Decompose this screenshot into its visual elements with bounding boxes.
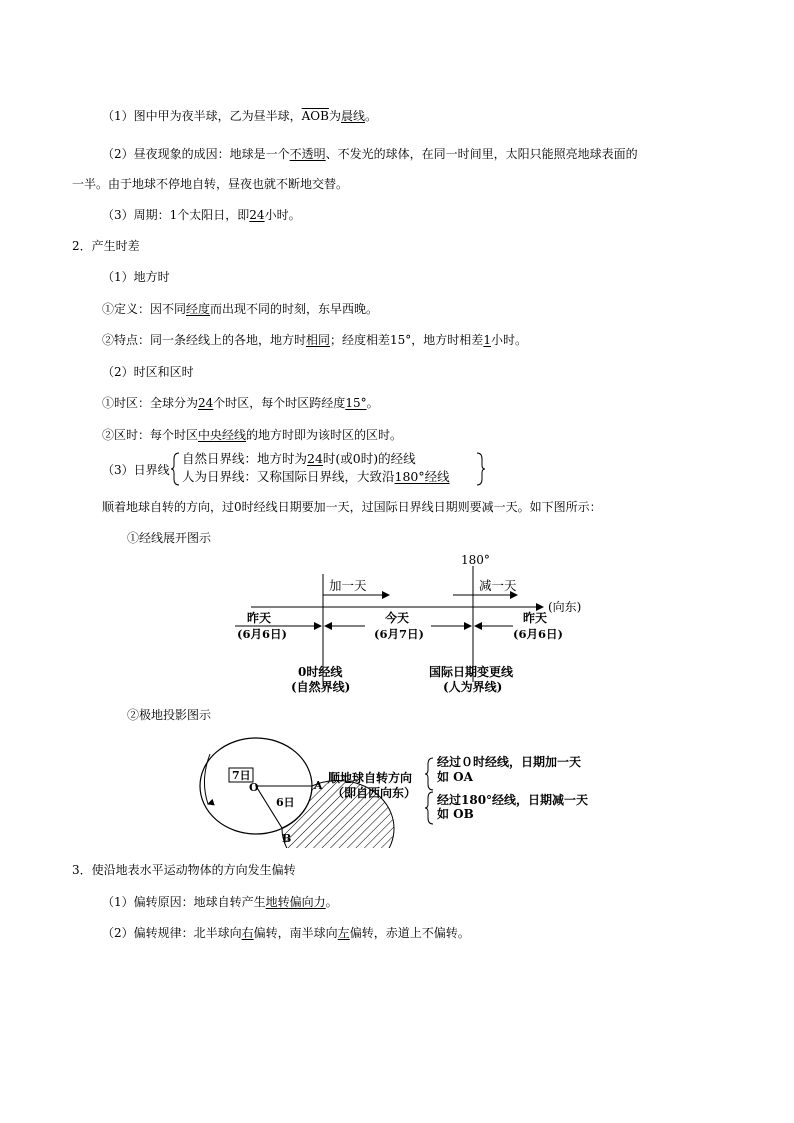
text: （2）昼夜现象的成因：地球是一个 [102, 147, 290, 161]
answer-coriolis: 地转偏向力 [265, 895, 326, 909]
answer-15deg: 15° [345, 396, 367, 410]
rule-add-example: 如 OA [437, 770, 473, 784]
deflection-rule [102, 925, 470, 941]
add-day-label: 加一天 [329, 578, 367, 593]
text: 自然日界线：地方时为 [182, 451, 308, 466]
answer-left: 左 [337, 926, 350, 940]
zero-line-sub: (自然界线) [291, 680, 351, 694]
sub-day-label: 减一天 [479, 578, 517, 593]
text: 偏转，南半球向 [253, 926, 338, 940]
figure2-caption: ②极地投影图示 [127, 708, 212, 722]
answer-24-zones: 24 [198, 396, 214, 410]
east-label: (向东) [548, 600, 582, 614]
text: ②特点：同一条经线上的各地，地方时 [102, 333, 307, 347]
figure-polar-projection [196, 736, 616, 848]
label-6th: 6日 [276, 796, 295, 809]
answer-24: 24 [249, 208, 265, 222]
answer-24h: 24 [307, 451, 323, 466]
dir-line1: 顺地球自转方向 [328, 771, 413, 785]
text: 的地方时即为该时区的区时。 [246, 428, 403, 442]
rule-add-day: 经过０时经线，日期加一天 [437, 755, 582, 769]
answer-central-meridian: 中央经线 [198, 428, 247, 442]
label-7th: 7日 [232, 769, 251, 782]
label-o: O [249, 781, 259, 794]
text: （2）偏转规律：北半球向 [102, 926, 242, 940]
left-date: (6月6日) [237, 627, 287, 641]
rule-sub-example: 如 OB [437, 807, 474, 821]
def-zone-time [102, 427, 402, 443]
idl-label: 国际日期变更线 [429, 665, 514, 679]
text: 为 [328, 109, 341, 123]
text: 而出现不同的时刻，东早西晚。 [210, 302, 379, 316]
zero-line-label: 0时经线 [298, 665, 343, 679]
deflection-cause [102, 894, 338, 910]
dir-line2: （即自西向东） [332, 786, 417, 800]
answer-right: 右 [241, 926, 254, 940]
date-rule-text: 顺着地球自转的方向，过0时经线日期要加一天，过国际日界线日期则要减一天。如下图所示： [102, 500, 602, 514]
def-time-zone [102, 395, 379, 411]
rotation-arrow [204, 754, 210, 804]
subheading-date-line: （3）日界线 [102, 463, 170, 477]
answer-1: 1 [483, 333, 491, 347]
text: ②区时：每个时区 [102, 428, 199, 442]
paragraph-terminator [102, 108, 377, 124]
answer-opaque: 不透明 [289, 147, 326, 161]
text: ①定义：因不同 [102, 302, 187, 316]
subheading-time-zone: （2）时区和区时 [102, 365, 194, 379]
subheading-local-time: （1）地方时 [102, 270, 170, 284]
answer-180: 180°经线 [394, 469, 450, 484]
text: （1）图中甲为夜半球，乙为昼半球， [102, 109, 302, 123]
text: ；经度相差15°，地方时相差 [330, 333, 484, 347]
text: 。 [366, 396, 379, 410]
answer-same: 相同 [306, 333, 331, 347]
text: ①时区：全球分为 [102, 396, 199, 410]
heading-deflection: 3．使沿地表水平运动物体的方向发生偏转 [72, 863, 296, 877]
answer-terminator: 晨线 [340, 109, 365, 123]
brace-upper [425, 758, 433, 790]
paragraph-cause-line2: 一半。由于地球不停地自转，昼夜也就不断地交替。 [72, 177, 349, 191]
mid-date: (6月7日) [374, 627, 424, 641]
arc-aob: $\overline{AOB}$ [301, 109, 329, 123]
text: 、不发光的球体，在同一时间里，太阳只能照亮地球表面的 [325, 147, 638, 161]
answer-longitude: 经度 [186, 302, 211, 316]
deg-180: 180° [461, 553, 490, 567]
figure-meridian-expansion [225, 552, 615, 700]
def-local-time [102, 301, 378, 317]
right-date: (6月6日) [513, 627, 563, 641]
text: 时(或0时)的经线 [322, 451, 416, 466]
text: （1）偏转原因：地球自转产生 [102, 895, 266, 909]
label-b: B [282, 832, 292, 845]
heading-time-difference: 2．产生时差 [72, 239, 140, 253]
label-a: A [314, 779, 323, 792]
intl-date-line [182, 469, 450, 485]
text: （3）周期：1个太阳日，即 [102, 208, 250, 222]
text: 偏转，赤道上不偏转。 [349, 926, 470, 940]
paragraph-cause [102, 146, 638, 162]
paragraph-period [102, 207, 301, 223]
mid-day: 今天 [385, 611, 410, 625]
rule-sub-day: 经过180°经线，日期减一天 [437, 793, 589, 807]
left-day: 昨天 [247, 611, 272, 625]
natural-date-line [182, 451, 416, 467]
text: 小时。 [264, 208, 301, 222]
text: 。 [325, 895, 338, 909]
text: 人为日界线：又称国际日界线，大致沿 [182, 469, 395, 484]
text: 小时。 [490, 333, 527, 347]
idl-sub: (人为界线) [443, 680, 503, 694]
right-day: 昨天 [523, 611, 548, 625]
figure1-caption: ①经线展开图示 [127, 531, 212, 545]
text: 个时区，每个时区跨经度 [213, 396, 346, 410]
text: 。 [365, 109, 378, 123]
feature-local-time [102, 332, 527, 348]
brace-lower [425, 792, 433, 824]
